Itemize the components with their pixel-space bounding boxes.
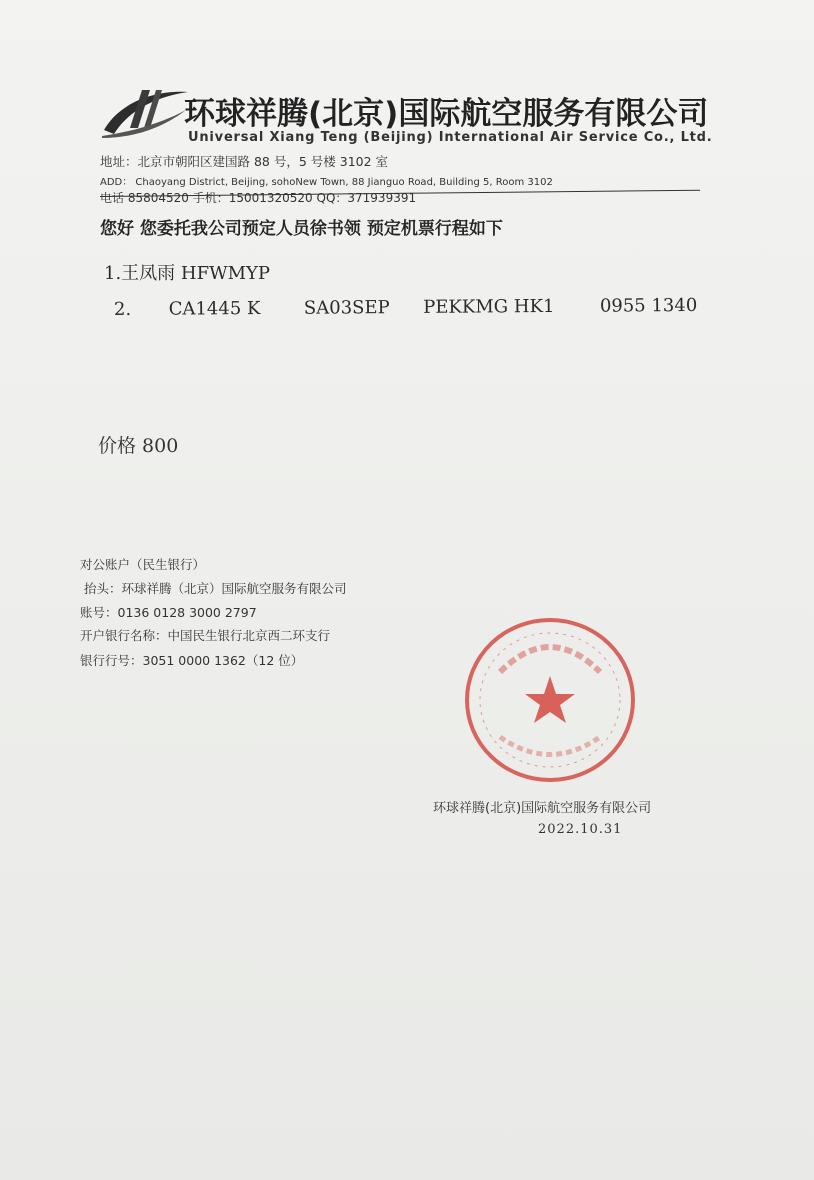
bank-account-number: 账号：0136 0128 3000 2797: [80, 605, 257, 620]
flight-date: SA03SEP: [303, 297, 390, 319]
itinerary-passenger-line: 1.王凤雨 HFWMYP: [104, 263, 271, 284]
company-name-en: Universal Xiang Teng (Beijing) International Air Service Co., Ltd.: [188, 130, 713, 145]
itinerary-flight-line: [114, 295, 697, 320]
signature-date: 2022.10.31: [538, 822, 623, 837]
contact-phones: 电话 85804520 手机：15001320520 QQ：371939391: [100, 191, 417, 205]
bank-name: 开户银行名称：中国民生银行北京西二环支行: [80, 628, 331, 643]
price-line: 价格 800: [98, 435, 179, 457]
itinerary-index: 2.: [113, 298, 132, 321]
signature-company: 环球祥腾(北京)国际航空服务有限公司: [433, 801, 652, 816]
flight-times: 0955 1340: [599, 294, 698, 317]
flight-route: PEKKMG HK1: [423, 295, 555, 318]
address-en: ADD： Chaoyang District, Beijing, sohoNew Town, 88 Jianguo Road, Building 5, Room 3102: [100, 177, 553, 188]
greeting-line: 您好 您委托我公司预定人员徐书领 预定机票行程如下: [100, 219, 503, 239]
red-company-seal-star-icon: [460, 612, 640, 792]
company-logo-swoosh-icon: [100, 82, 190, 138]
bank-payee: 抬头：环球祥腾（北京）国际航空服务有限公司: [84, 581, 347, 596]
letterhead: [100, 78, 713, 205]
address-cn: 地址：北京市朝阳区建国路 88 号，5 号楼 3102 室: [100, 154, 389, 169]
bank-code: 银行行号：3051 0000 1362（12 位）: [80, 653, 304, 668]
bank-header: 对公账户（民生银行）: [80, 557, 206, 572]
flight-number: CA1445 K: [168, 298, 261, 320]
company-name-cn: 环球祥腾(北京)国际航空服务有限公司: [184, 96, 709, 132]
